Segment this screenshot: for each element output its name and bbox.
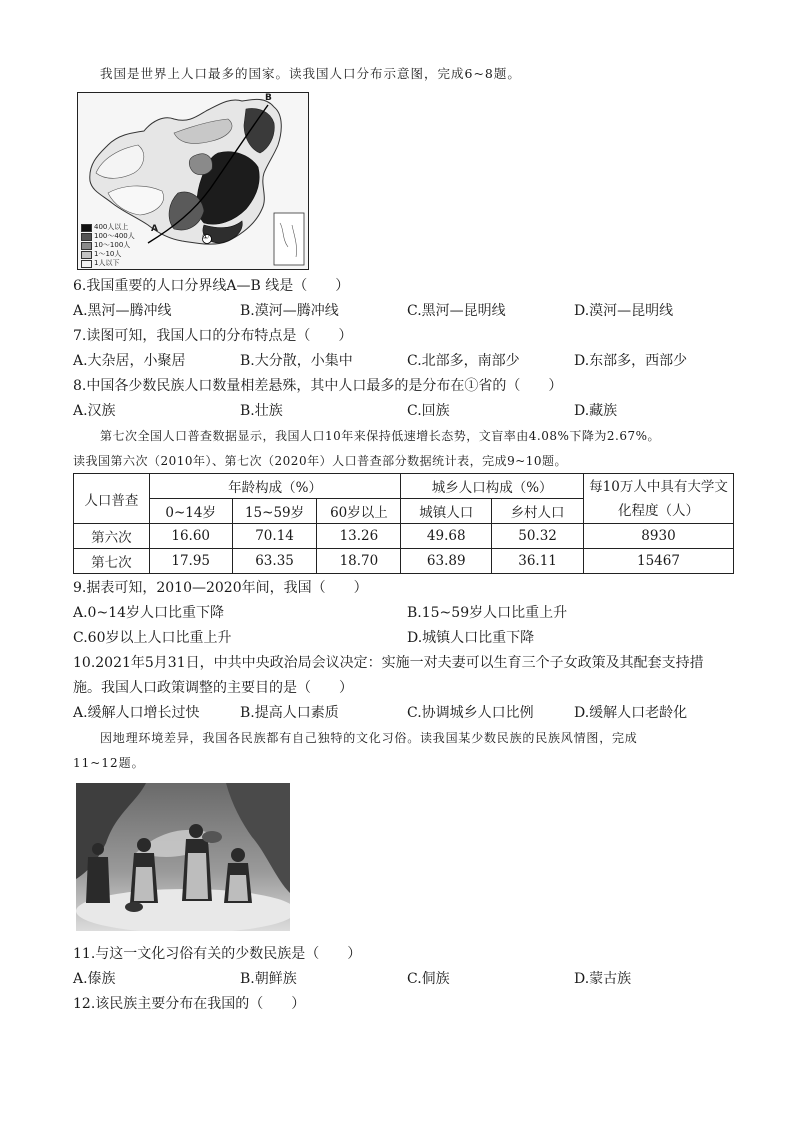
table-cell: 63.89	[401, 549, 492, 574]
option-a[interactable]: A.大杂居，小聚居	[73, 353, 186, 369]
option-a[interactable]: A.黑河—腾冲线	[73, 303, 172, 319]
table-cell: 70.14	[232, 524, 317, 549]
legend-swatch	[81, 251, 92, 259]
option-b[interactable]: B.提高人口素质	[240, 705, 339, 721]
row-label: 第七次	[74, 549, 150, 574]
legend-swatch	[81, 242, 92, 250]
intro-11-12-line1: 因地理环境差异，我国各民族都有自己独特的文化习俗。读我国某少数民族的民族风情图，完成	[100, 731, 638, 745]
option-d[interactable]: D.城镇人口比重下降	[407, 630, 535, 646]
option-c[interactable]: C.60岁以上人口比重上升	[73, 630, 232, 646]
table-cell: 13.26	[317, 524, 401, 549]
option-b[interactable]: B.漠河—腾冲线	[240, 303, 339, 319]
question-10-options	[73, 703, 733, 723]
intro-6-8: 我国是世界上人口最多的国家。读我国人口分布示意图，完成6~8题。	[100, 66, 521, 81]
legend-item: 100～400人	[81, 232, 155, 241]
question-10-stem-line2: 施。我国人口政策调整的主要目的是（ ）	[73, 680, 353, 696]
map-label-province-1: ①	[202, 232, 210, 241]
legend-item: 10～100人	[81, 241, 155, 250]
option-d[interactable]: D.漠河—昆明线	[574, 303, 674, 319]
map-legend	[81, 223, 155, 268]
option-d[interactable]: D.缓解人口老龄化	[574, 705, 688, 721]
subheader-cell: 0~14岁	[149, 499, 232, 524]
table-cell: 8930	[583, 524, 733, 549]
legend-swatch	[81, 233, 92, 241]
option-c[interactable]: C.回族	[407, 403, 450, 419]
table-cell: 15467	[583, 549, 733, 574]
option-c[interactable]: C.北部多，南部少	[407, 353, 520, 369]
option-d[interactable]: D.蒙古族	[574, 971, 632, 987]
table-cell: 16.60	[149, 524, 232, 549]
table-cell: 36.11	[492, 549, 584, 574]
map-label-b: B	[265, 93, 272, 103]
option-a[interactable]: A.缓解人口增长过快	[73, 705, 200, 721]
intro-9-10-line2: 读我国第六次（2010年）、第七次（2020年）人口普查部分数据统计表，完成9~10题。	[73, 454, 568, 468]
option-b[interactable]: B.大分散，小集中	[240, 353, 353, 369]
option-d[interactable]: D.藏族	[574, 403, 618, 419]
question-8-options	[73, 401, 733, 421]
header-urban-rural: 城乡人口构成（%）	[401, 474, 584, 499]
legend-item: 1～10人	[81, 250, 155, 259]
question-7-stem: 7.读图可知，我国人口的分布特点是（ ）	[73, 328, 353, 344]
question-7-options	[73, 351, 733, 371]
subheader-cell: 15~59岁	[232, 499, 317, 524]
option-c[interactable]: C.协调城乡人口比例	[407, 705, 534, 721]
table-row	[74, 524, 734, 549]
question-10-stem-line1: 10.2021年5月31日，中共中央政治局会议决定：实施一对夫妻可以生育三个子女政策及其配套支持措	[73, 655, 704, 671]
table-row	[74, 549, 734, 574]
table-cell: 49.68	[401, 524, 492, 549]
option-a[interactable]: A.0~14岁人口比重下降	[73, 605, 225, 621]
header-education	[583, 474, 733, 524]
option-a[interactable]: A.汉族	[73, 403, 116, 419]
intro-11-12-line2: 11~12题。	[73, 756, 145, 770]
question-9-options-row1	[73, 603, 733, 623]
option-d[interactable]: D.东部多，西部少	[574, 353, 688, 369]
question-9-options-row2	[73, 628, 733, 648]
subheader-cell: 60岁以上	[317, 499, 401, 524]
option-b[interactable]: B.15~59岁人口比重上升	[407, 605, 568, 621]
header-census: 人口普查	[74, 474, 150, 524]
option-b[interactable]: B.壮族	[240, 403, 283, 419]
table-cell: 18.70	[317, 549, 401, 574]
question-12-stem: 12.该民族主要分布在我国的（ ）	[73, 996, 306, 1012]
census-table	[73, 473, 734, 574]
legend-swatch	[81, 260, 92, 268]
question-6-stem: 6.我国重要的人口分界线A—B 线是（ ）	[73, 278, 350, 294]
subheader-cell: 乡村人口	[492, 499, 584, 524]
option-b[interactable]: B.朝鲜族	[240, 971, 297, 987]
row-label: 第六次	[74, 524, 150, 549]
legend-item: 400人以上	[81, 223, 155, 232]
question-9-stem: 9.据表可知，2010—2020年间，我国（ ）	[73, 580, 368, 596]
table-cell: 17.95	[149, 549, 232, 574]
question-6-options	[73, 301, 733, 321]
question-8-stem: 8.中国各少数民族人口数量相差悬殊，其中人口最多的是分布在①省的（ ）	[73, 378, 563, 394]
legend-swatch	[81, 224, 92, 232]
option-c[interactable]: C.侗族	[407, 971, 450, 987]
table-cell: 63.35	[232, 549, 317, 574]
header-education-text: 每10万人中具有大学文化程度（人）	[589, 478, 728, 519]
intro-9-10-line1: 第七次全国人口普查数据显示，我国人口10年来保持低速增长态势，文盲率由4.08%下降为2.67%。	[100, 429, 661, 443]
legend-item: 1人以下	[81, 259, 155, 268]
question-11-stem: 11.与这一文化习俗有关的少数民族是（ ）	[73, 946, 362, 962]
map-label-a: A	[151, 224, 158, 234]
population-map	[77, 92, 309, 270]
table-header-row	[74, 474, 734, 499]
option-c[interactable]: C.黑河—昆明线	[407, 303, 506, 319]
subheader-cell: 城镇人口	[401, 499, 492, 524]
table-cell: 50.32	[492, 524, 584, 549]
question-11-options	[73, 969, 733, 989]
water-splashing-photo-icon	[76, 783, 290, 931]
option-a[interactable]: A.傣族	[73, 971, 116, 987]
header-age: 年龄构成（%）	[149, 474, 401, 499]
ethnic-festival-photo	[76, 783, 290, 931]
